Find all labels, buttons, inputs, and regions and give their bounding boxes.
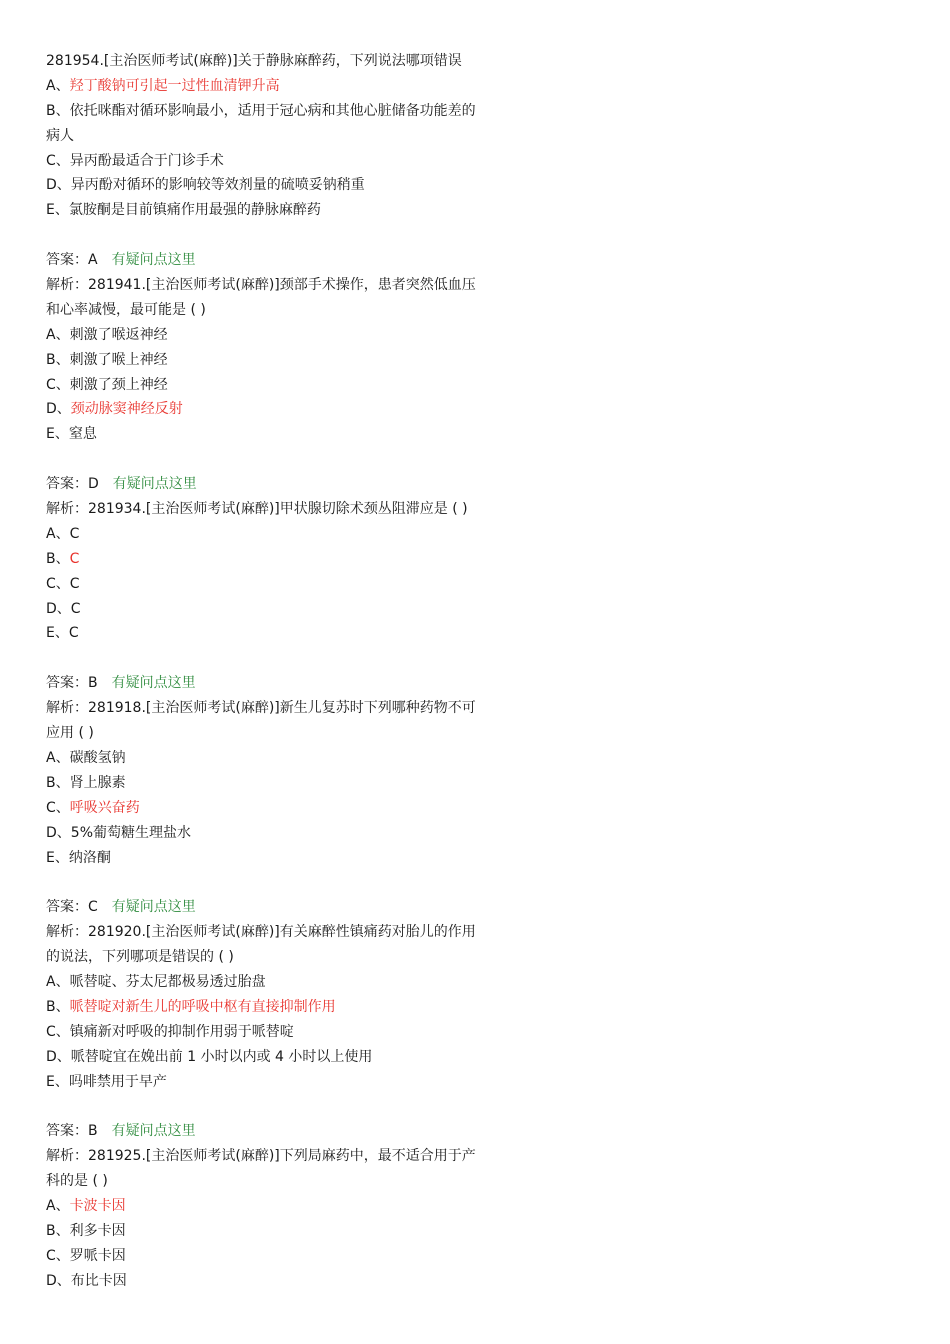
spacer xyxy=(46,447,486,472)
spacer xyxy=(46,1094,486,1119)
question-block xyxy=(46,1144,486,1293)
option-text: 氯胺酮是目前镇痛作用最强的静脉麻醉药 xyxy=(68,202,321,219)
option-line xyxy=(46,1194,486,1219)
option-text: 镇痛新对呼吸的抑制作用弱于哌替啶 xyxy=(69,1023,294,1040)
question-stem: 科的是 ( ) xyxy=(46,1173,108,1190)
correct-option-text: 羟丁酸钠可引起一过性血清钾升高 xyxy=(69,77,280,94)
option-text: 纳洛酮 xyxy=(68,849,111,866)
option-text: 哌替啶宜在娩出前 1 小时以内或 4 小时以上使用 xyxy=(70,1048,373,1065)
question-stem: 和心率减慢，最可能是 ( ) xyxy=(46,301,206,318)
option-line xyxy=(46,149,486,174)
option-text: 肾上腺素 xyxy=(69,774,126,791)
option-text: C xyxy=(69,575,80,592)
option-prefix: A、 xyxy=(46,77,70,94)
option-prefix: E、 xyxy=(46,625,69,642)
option-prefix: A、 xyxy=(46,326,70,343)
option-line xyxy=(46,348,486,373)
option-line xyxy=(46,1269,486,1294)
question-block xyxy=(46,273,486,497)
option-line xyxy=(46,99,486,124)
question-help-link[interactable]: 有疑问点这里 xyxy=(111,1123,196,1140)
option-line xyxy=(46,323,486,348)
option-line xyxy=(46,597,486,622)
answer-line xyxy=(46,671,486,696)
option-prefix: D、 xyxy=(46,177,71,194)
option-line xyxy=(46,846,486,871)
option-prefix: C、 xyxy=(46,1023,70,1040)
option-line xyxy=(46,74,486,99)
option-text: 吗啡禁用于早产 xyxy=(68,1073,167,1090)
option-text: 布比卡因 xyxy=(70,1272,127,1289)
question-block xyxy=(46,696,486,920)
answer-label: 答案：B xyxy=(46,675,98,692)
option-prefix: B、 xyxy=(46,550,70,567)
option-prefix: D、 xyxy=(46,824,71,841)
option-line xyxy=(46,422,486,447)
question-stem: 解析：281934.[主治医师考试(麻醉)]甲状腺切除术颈丛阻滞应是 ( ) xyxy=(46,501,468,518)
correct-option-text: 颈动脉窦神经反射 xyxy=(70,401,183,418)
option-text: 刺激了喉返神经 xyxy=(69,326,168,343)
question-stem: 的说法，下列哪项是错误的 ( ) xyxy=(46,949,234,966)
spacer xyxy=(46,646,486,671)
option-text: C xyxy=(68,625,79,642)
option-line xyxy=(46,1219,486,1244)
option-text: 窒息 xyxy=(68,426,97,443)
option-text: 依托咪酯对循环影响最小，适用于冠心病和其他心脏储备功能差的 xyxy=(69,102,476,119)
answer-line xyxy=(46,472,486,497)
question-block xyxy=(46,497,486,696)
option-line xyxy=(46,771,486,796)
answer-label: 答案：A xyxy=(46,252,98,269)
option-line xyxy=(46,547,486,572)
answer-label: 答案：B xyxy=(46,1123,98,1140)
option-prefix: B、 xyxy=(46,1222,70,1239)
option-line xyxy=(46,522,486,547)
option-line xyxy=(46,397,486,422)
option-line xyxy=(46,821,486,846)
option-prefix: B、 xyxy=(46,102,70,119)
option-text: 利多卡因 xyxy=(69,1222,126,1239)
option-line xyxy=(46,1020,486,1045)
answer-line xyxy=(46,895,486,920)
answer-label: 答案：C xyxy=(46,899,98,916)
option-line xyxy=(46,970,486,995)
option-prefix: A、 xyxy=(46,973,70,990)
option-text: C xyxy=(69,525,80,542)
option-line xyxy=(46,572,486,597)
answer-line xyxy=(46,1119,486,1144)
option-text: 刺激了颈上神经 xyxy=(69,376,168,393)
option-line xyxy=(46,124,486,149)
question-help-link[interactable]: 有疑问点这里 xyxy=(111,675,196,692)
option-prefix: C、 xyxy=(46,575,70,592)
option-prefix: E、 xyxy=(46,1073,69,1090)
question-help-link[interactable]: 有疑问点这里 xyxy=(111,899,196,916)
option-text: 刺激了喉上神经 xyxy=(69,351,168,368)
option-line xyxy=(46,373,486,398)
option-prefix: E、 xyxy=(46,849,69,866)
correct-option-text: 呼吸兴奋药 xyxy=(69,799,140,816)
option-line xyxy=(46,1244,486,1269)
option-line xyxy=(46,1070,486,1095)
option-line xyxy=(46,198,486,223)
option-text: 哌替啶、芬太尼都极易透过胎盘 xyxy=(69,973,266,990)
option-line xyxy=(46,173,486,198)
question-stem: 应用 ( ) xyxy=(46,725,94,742)
option-prefix: D、 xyxy=(46,401,71,418)
correct-option-text: C xyxy=(69,550,80,567)
option-text: 异丙酚最适合于门诊手术 xyxy=(69,152,224,169)
option-prefix: E、 xyxy=(46,202,69,219)
option-prefix: B、 xyxy=(46,998,70,1015)
option-line xyxy=(46,621,486,646)
option-line xyxy=(46,746,486,771)
question-block xyxy=(46,920,486,1144)
option-text: C xyxy=(70,600,81,617)
correct-option-text: 哌替啶对新生儿的呼吸中枢有直接抑制作用 xyxy=(69,998,336,1015)
question-help-link[interactable]: 有疑问点这里 xyxy=(112,476,197,493)
option-prefix: A、 xyxy=(46,525,70,542)
correct-option-text: 卡波卡因 xyxy=(69,1197,126,1214)
option-line xyxy=(46,796,486,821)
option-prefix: A、 xyxy=(46,1197,70,1214)
question-help-link[interactable]: 有疑问点这里 xyxy=(111,252,196,269)
option-prefix: C、 xyxy=(46,799,70,816)
question-stem: 解析：281941.[主治医师考试(麻醉)]颈部手术操作，患者突然低血压 xyxy=(46,277,476,294)
spacer xyxy=(46,223,486,248)
option-text: 罗哌卡因 xyxy=(69,1247,126,1264)
option-prefix: B、 xyxy=(46,774,70,791)
document-page xyxy=(46,49,486,1294)
option-prefix: D、 xyxy=(46,600,71,617)
option-line xyxy=(46,1045,486,1070)
option-prefix: E、 xyxy=(46,426,69,443)
option-prefix: C、 xyxy=(46,376,70,393)
question-block xyxy=(46,49,486,273)
option-line xyxy=(46,995,486,1020)
answer-label: 答案：D xyxy=(46,476,99,493)
option-prefix: A、 xyxy=(46,749,70,766)
answer-line xyxy=(46,248,486,273)
option-text: 病人 xyxy=(46,127,74,144)
option-prefix: C、 xyxy=(46,1247,70,1264)
option-prefix: B、 xyxy=(46,351,70,368)
option-prefix: D、 xyxy=(46,1048,71,1065)
question-stem: 解析：281918.[主治医师考试(麻醉)]新生儿复苏时下列哪种药物不可 xyxy=(46,700,476,717)
question-stem: 解析：281920.[主治医师考试(麻醉)]有关麻醉性镇痛药对胎儿的作用 xyxy=(46,924,476,941)
spacer xyxy=(46,870,486,895)
option-text: 碳酸氢钠 xyxy=(69,749,126,766)
option-text: 5%葡萄糖生理盐水 xyxy=(70,824,191,841)
question-stem: 281954.[主治医师考试(麻醉)]关于静脉麻醉药，下列说法哪项错误 xyxy=(46,53,462,69)
option-prefix: C、 xyxy=(46,152,70,169)
option-prefix: D、 xyxy=(46,1272,71,1289)
question-stem: 解析：281925.[主治医师考试(麻醉)]下列局麻药中，最不适合用于产 xyxy=(46,1148,476,1165)
option-text: 异丙酚对循环的影响较等效剂量的硫喷妥钠稍重 xyxy=(70,177,365,194)
